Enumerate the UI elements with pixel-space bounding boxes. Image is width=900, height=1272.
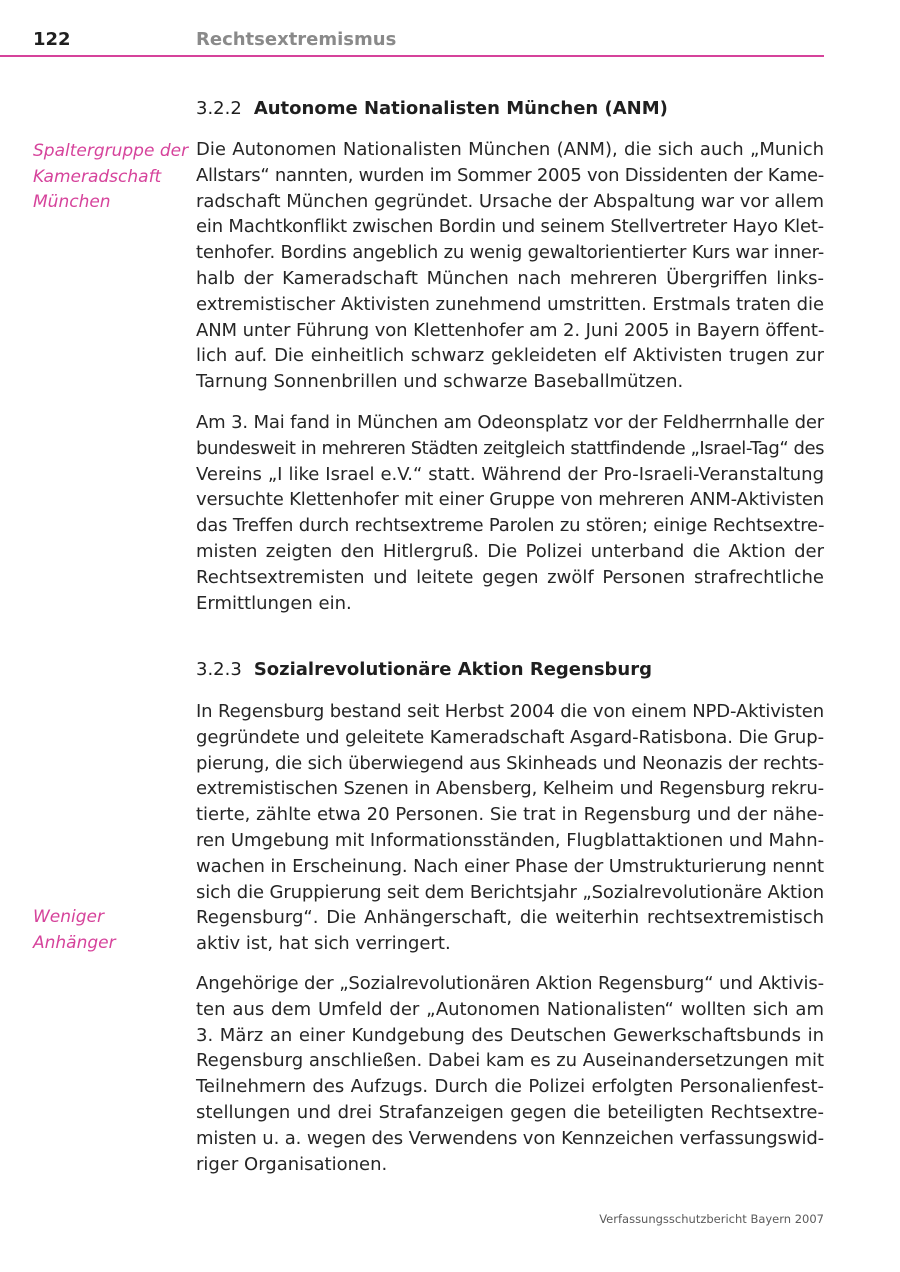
text-line: extremistischen Szenen in Abensberg, Kelheim und Regensburg rekru-: [196, 778, 824, 800]
text-line: bundesweit in mehreren Städten zeitgleich stattfindende „Israel-Tag“ des: [196, 437, 825, 459]
text-line: stellungen und drei Strafanzeigen gegen die beteiligten Rechtsextre-: [196, 1101, 824, 1123]
text-line: In Regensburg bestand seit Herbst 2004 die von einem NPD-Aktivisten: [196, 701, 824, 722]
text-line: Angehörige der „Sozialrevolutionären Aktion Regensburg“ und Aktivis-: [196, 973, 824, 994]
text-line: ANM unter Führung von Klettenhofer am 2. Juni 2005 in Bayern öffent-: [196, 319, 825, 341]
text-line: gegründete und geleitete Kameradschaft Asgard-Ratisbona. Die Grup-: [196, 726, 824, 748]
margin-note-line: Anhänger: [33, 932, 116, 953]
text-line: aktiv ist, hat sich verringert.: [196, 933, 451, 955]
margin-note-line: Spaltergruppe der: [33, 141, 189, 161]
section-heading-3-2-2: [196, 98, 668, 119]
margin-note-line: München: [33, 192, 111, 213]
text-line: tenhofer. Bordins angeblich zu wenig gewaltorientierter Kurs war inner-: [196, 242, 824, 264]
text-line: Tarnung Sonnenbrillen und schwarze Baseballmützen.: [196, 371, 684, 393]
text-line: tierte, zählte etwa 20 Personen. Sie trat in Regensburg und der nähe-: [196, 804, 824, 826]
text-line: Allstars“ nannten, wurden im Sommer 2005 von Dissidenten der Kame-: [196, 164, 824, 186]
text-line: wachen in Erscheinung. Nach einer Phase der Umstrukturierung nennt: [196, 855, 824, 877]
margin-note-weniger-anhaenger: [33, 905, 183, 956]
section-title: Autonome Nationalisten München (ANM): [253, 98, 668, 119]
running-title: Rechtsextremismus: [196, 29, 397, 50]
text-line: lich auf. Die einheitlich schwarz gekleideten elf Aktivisten trugen zur: [196, 345, 824, 367]
paragraph-anm-1: [196, 137, 824, 395]
section-number: 3.2.3: [196, 659, 242, 680]
text-line: ten aus dem Umfeld der „Autonomen Nationalisten“ wollten sich am: [196, 998, 824, 1020]
margin-note-line: Weniger: [33, 907, 105, 927]
paragraph-sar-1: [196, 699, 824, 957]
section-heading-3-2-3: [196, 659, 652, 680]
header-rule: [0, 55, 824, 57]
text-line: das Treffen durch rechtsextreme Parolen zu stören; einige Rechtsextre-: [196, 515, 825, 537]
text-line: Am 3. Mai fand in München am Odeonsplatz vor der Feldherrnhalle der: [196, 412, 824, 433]
text-line: Vereins „I like Israel e.V.“ statt. Während der Pro-Israeli-Veranstaltung: [196, 463, 824, 485]
footer-text: Verfassungsschutzbericht Bayern 2007: [599, 1212, 824, 1226]
text-line: riger Organisationen.: [196, 1153, 388, 1175]
margin-note-line: Kameradschaft: [33, 166, 162, 187]
text-line: 3. März an einer Kundgebung des Deutschen Gewerkschaftsbunds in: [196, 1024, 824, 1046]
text-line: ein Machtkonflikt zwischen Bordin und seinem Stellvertreter Hayo Klet-: [196, 216, 824, 238]
text-line: Ermittlungen ein.: [196, 592, 352, 614]
page-number: 122: [33, 29, 71, 50]
text-line: Regensburg anschließen. Dabei kam es zu Auseinandersetzungen mit: [196, 1050, 824, 1072]
text-line: misten zeigten den Hitlergruß. Die Polizei unterband die Aktion der: [196, 540, 824, 562]
text-line: Die Autonomen Nationalisten München (ANM), die sich auch „Munich: [196, 139, 824, 160]
text-line: pierung, die sich überwiegend aus Skinheads und Neonazis der rechts-: [196, 752, 824, 774]
text-line: versuchte Klettenhofer mit einer Gruppe von mehreren ANM-Aktivisten: [196, 489, 824, 511]
text-line: halb der Kameradschaft München nach mehreren Übergriffen links-: [196, 267, 824, 289]
section-number: 3.2.2: [196, 98, 242, 119]
section-title: Sozialrevolutionäre Aktion Regensburg: [253, 659, 653, 680]
text-line: radschaft München gegründet. Ursache der Abspaltung war vor allem: [196, 190, 824, 212]
text-line: ren Umgebung mit Informationsständen, Flugblattaktionen und Mahn-: [196, 829, 824, 851]
paragraph-sar-2: [196, 971, 824, 1177]
text-line: Teilnehmern des Aufzugs. Durch die Polizei erfolgten Personalienfest-: [196, 1076, 824, 1098]
text-line: Regensburg“. Die Anhängerschaft, die weiterhin rechtsextremistisch: [196, 907, 824, 929]
text-line: misten u. a. wegen des Verwendens von Kennzeichen verfassungswid-: [196, 1127, 824, 1149]
paragraph-anm-2: [196, 410, 824, 616]
text-line: extremistischer Aktivisten zunehmend umstritten. Erstmals traten die: [196, 293, 824, 315]
text-line: sich die Gruppierung seit dem Berichtsjahr „Sozialrevolutionäre Aktion: [196, 881, 824, 903]
margin-note-spaltergruppe: [33, 139, 189, 216]
text-line: Rechtsextremisten und leitete gegen zwölf Personen strafrechtliche: [196, 566, 824, 588]
